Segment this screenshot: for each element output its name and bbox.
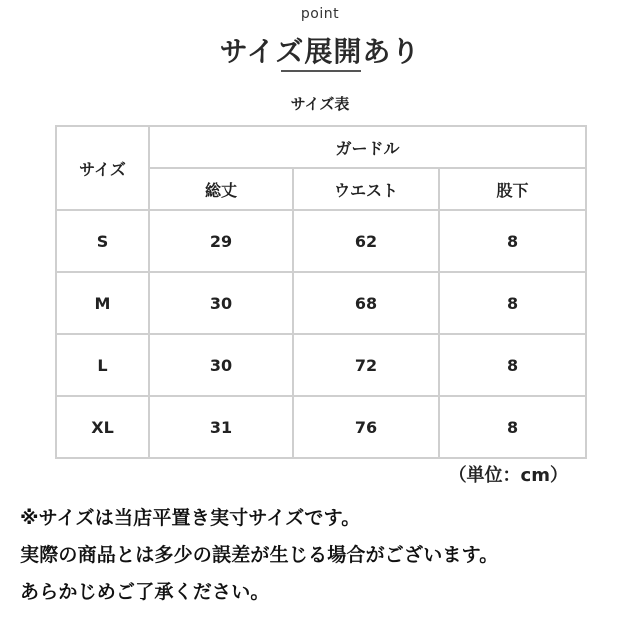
value-cell: 76 bbox=[293, 396, 439, 458]
size-cell: L bbox=[56, 334, 149, 396]
table-title: サイズ表 bbox=[290, 95, 350, 113]
value-cell: 68 bbox=[293, 272, 439, 334]
size-cell: M bbox=[56, 272, 149, 334]
column-header: 総丈 bbox=[149, 168, 293, 210]
table-header-row bbox=[56, 126, 586, 168]
note-line: あらかじめご了承ください。 bbox=[20, 581, 270, 603]
value-cell: 8 bbox=[439, 272, 586, 334]
title-underline bbox=[281, 70, 361, 72]
column-header: 股下 bbox=[439, 168, 586, 210]
note-line: ※サイズは当店平置き実寸サイズです。 bbox=[20, 507, 361, 529]
group-header: ガードル bbox=[149, 126, 586, 168]
value-cell: 30 bbox=[149, 272, 293, 334]
value-cell: 29 bbox=[149, 210, 293, 272]
value-cell: 62 bbox=[293, 210, 439, 272]
value-cell: 8 bbox=[439, 334, 586, 396]
size-column-header: サイズ bbox=[56, 126, 149, 210]
unit-label: （単位：cm） bbox=[448, 465, 568, 486]
value-cell: 72 bbox=[293, 334, 439, 396]
size-cell: XL bbox=[56, 396, 149, 458]
page-title: サイズ展開あり bbox=[219, 35, 421, 68]
note-line: 実際の商品とは多少の誤差が生じる場合がございます。 bbox=[20, 544, 499, 566]
table-row bbox=[56, 210, 586, 272]
column-header: ウエスト bbox=[293, 168, 439, 210]
value-cell: 8 bbox=[439, 210, 586, 272]
table-row bbox=[56, 272, 586, 334]
value-cell: 8 bbox=[439, 396, 586, 458]
section-label: point bbox=[300, 6, 340, 22]
table-row bbox=[56, 334, 586, 396]
size-table bbox=[55, 125, 587, 459]
table-row bbox=[56, 396, 586, 458]
value-cell: 30 bbox=[149, 334, 293, 396]
value-cell: 31 bbox=[149, 396, 293, 458]
size-cell: S bbox=[56, 210, 149, 272]
